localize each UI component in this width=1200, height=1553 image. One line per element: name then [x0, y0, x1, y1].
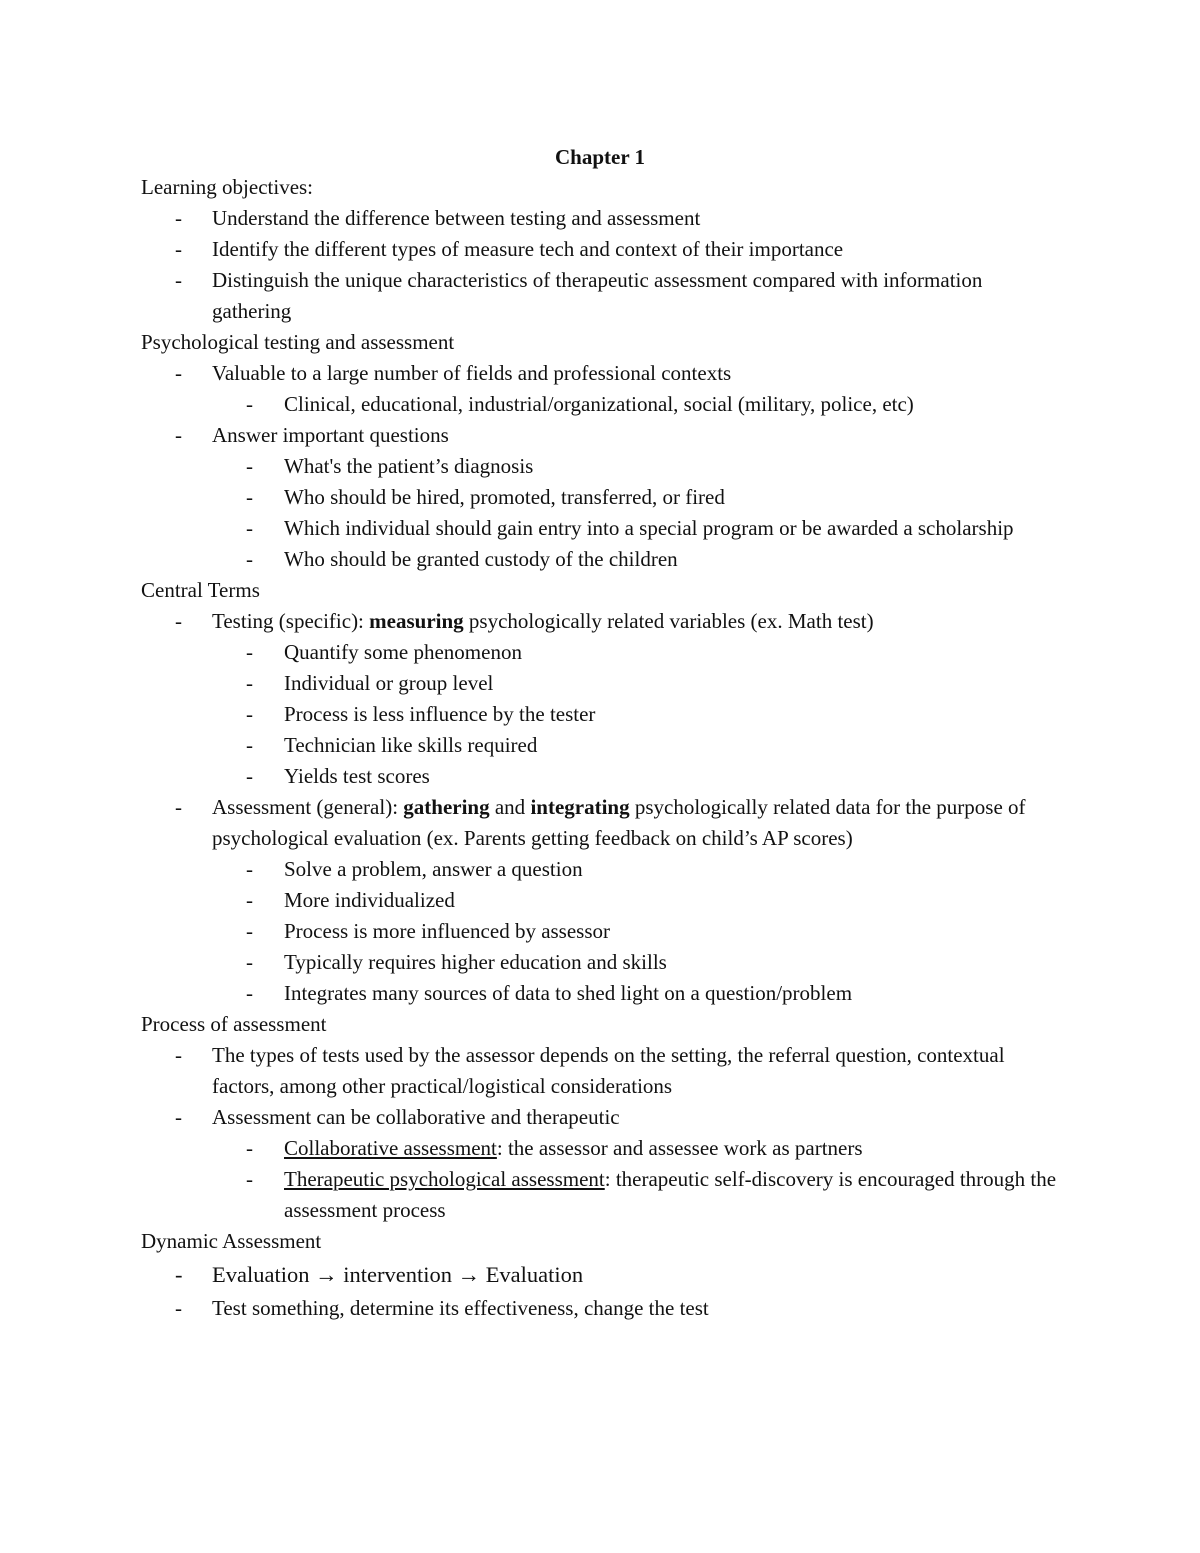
dynamic-list	[141, 1257, 1061, 1324]
bullet-dash	[175, 1040, 182, 1071]
section-heading-dynamic: Dynamic Assessment	[141, 1229, 322, 1253]
bold-term: gathering	[403, 795, 490, 819]
list-item: - Valuable to a large number of fields and professional contexts - Clinical, educational, industrial/organizational, social (military, police, etc)	[141, 358, 1061, 420]
bullet-dash	[175, 1257, 183, 1293]
section-heading-central-terms: Central Terms	[141, 578, 260, 602]
bullet-dash	[175, 1102, 182, 1133]
list-item: - Distinguish the unique characteristics of therapeutic assessment compared with information gathering	[141, 265, 1061, 327]
sub-list	[212, 451, 1061, 575]
bullet-dash	[175, 1293, 182, 1324]
sub-list-item: - Solve a problem, answer a question	[212, 854, 1061, 885]
central-terms-list	[141, 606, 1061, 1009]
bullet-dash	[246, 482, 253, 513]
sub-list-item: - Process is more influenced by assessor	[212, 916, 1061, 947]
list-item: - Test something, determine its effectiveness, change the test	[141, 1293, 1061, 1324]
list-item-assessment: - Assessment (general): gathering and integrating psychologically related data for the purpose of psychological evaluation (ex. Parents getting feedback on child’s AP scores) - Solve a problem, answer a question - More individualized - Process is more influenced by assessor - Typically requires higher education and skills - Integrates many sources of data to shed light on a question/problem	[141, 792, 1061, 1009]
bullet-dash	[246, 668, 253, 699]
bullet-dash	[246, 1164, 253, 1195]
sub-list-item: - Process is less influence by the tester	[212, 699, 1061, 730]
sub-list	[212, 389, 1061, 420]
bullet-dash	[246, 730, 253, 761]
sub-list	[212, 637, 1061, 792]
sub-list	[212, 1133, 1061, 1226]
bullet-dash	[246, 978, 253, 1009]
bullet-dash	[246, 451, 253, 482]
sub-list	[212, 854, 1061, 1009]
process-list	[141, 1040, 1061, 1226]
list-item: - Evaluation → intervention → Evaluation	[141, 1257, 1061, 1293]
section-heading-psych-testing: Psychological testing and assessment	[141, 330, 455, 354]
bullet-dash	[175, 420, 182, 451]
section-heading-learning-objectives: Learning objectives:	[141, 175, 314, 199]
bullet-dash	[246, 885, 253, 916]
list-item: - Identify the different types of measure tech and context of their importance	[141, 234, 1061, 265]
sub-list-item: - Which individual should gain entry into a special program or be awarded a scholarship	[212, 513, 1061, 544]
sub-list-item: - More individualized	[212, 885, 1061, 916]
bullet-dash	[246, 854, 253, 885]
sub-list-item: - Collaborative assessment: the assessor and assessee work as partners	[212, 1133, 1061, 1164]
sub-list-item: - Technician like skills required	[212, 730, 1061, 761]
bullet-dash	[175, 265, 182, 296]
sub-list-item: - Who should be hired, promoted, transferred, or fired	[212, 482, 1061, 513]
bullet-dash	[246, 916, 253, 947]
sub-list-item: - Who should be granted custody of the children	[212, 544, 1061, 575]
bullet-dash	[175, 606, 182, 637]
bullet-dash	[175, 358, 182, 389]
bullet-dash	[246, 1133, 253, 1164]
bullet-dash	[246, 544, 253, 575]
bullet-dash	[175, 792, 182, 823]
bullet-dash	[175, 234, 182, 265]
bullet-dash	[246, 389, 253, 420]
bold-term: integrating	[530, 795, 630, 819]
objectives-list	[141, 203, 1061, 327]
bullet-dash	[246, 637, 253, 668]
bold-term: measuring	[369, 609, 464, 633]
list-item: - Answer important questions - What's the patient’s diagnosis - Who should be hired, promoted, transferred, or fired - Which individual should gain entry into a special program or be awarded a scholarship - Who should be granted custody of the children	[141, 420, 1061, 575]
sub-list-item: - What's the patient’s diagnosis	[212, 451, 1061, 482]
bullet-dash	[246, 513, 253, 544]
sub-list-item: - Clinical, educational, industrial/organizational, social (military, police, etc)	[212, 389, 1061, 420]
list-item: - The types of tests used by the assessor depends on the setting, the referral question, contextual factors, among other practical/logistical considerations	[141, 1040, 1061, 1102]
page-title: Chapter 1	[554, 145, 646, 169]
section-heading-process: Process of assessment	[141, 1012, 327, 1036]
sub-list-item: - Quantify some phenomenon	[212, 637, 1061, 668]
list-item: - Understand the difference between testing and assessment	[141, 203, 1061, 234]
underlined-term: Collaborative assessment	[284, 1136, 497, 1160]
sub-list-item: - Yields test scores	[212, 761, 1061, 792]
sub-list-item: - Therapeutic psychological assessment: therapeutic self-discovery is encouraged through the assessment process	[212, 1164, 1061, 1226]
bullet-dash	[246, 947, 253, 978]
psych-list	[141, 358, 1061, 575]
sub-list-item: - Individual or group level	[212, 668, 1061, 699]
document-body	[141, 172, 1061, 1324]
bullet-dash	[246, 761, 253, 792]
list-item: - Assessment can be collaborative and therapeutic - Collaborative assessment: the assessor and assessee work as partners - Therapeutic psychological assessment: therapeutic self-discovery is encouraged through the assessment process	[141, 1102, 1061, 1226]
bullet-dash	[246, 699, 253, 730]
list-item-testing: - Testing (specific): measuring psychologically related variables (ex. Math test) - Quantify some phenomenon - Individual or group level - Process is less influence by the tester - Technician like skills required - Yields test scores	[141, 606, 1061, 792]
underlined-term: Therapeutic psychological assessment	[284, 1167, 605, 1191]
sub-list-item: - Integrates many sources of data to shed light on a question/problem	[212, 978, 1061, 1009]
sub-list-item: - Typically requires higher education and skills	[212, 947, 1061, 978]
bullet-dash	[175, 203, 182, 234]
